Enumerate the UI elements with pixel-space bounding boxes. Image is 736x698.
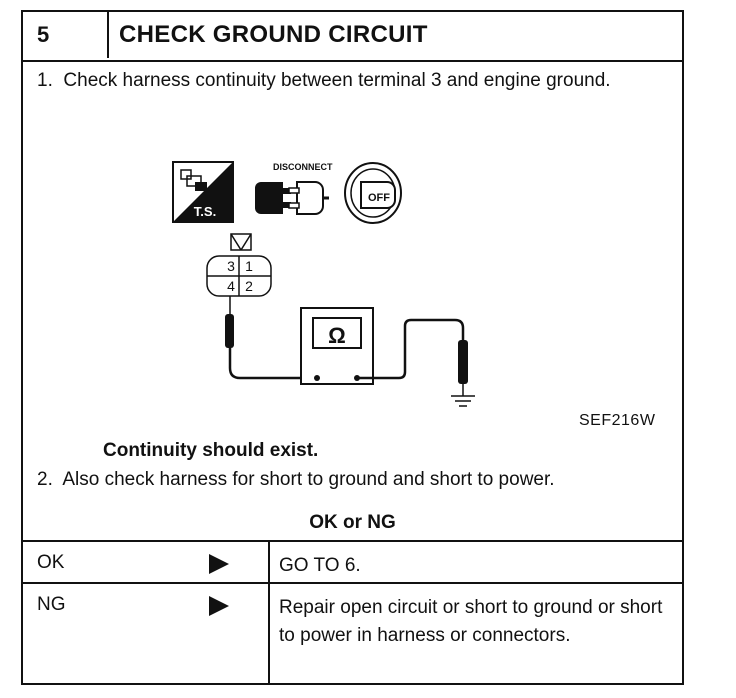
figure-reference: SEF216W: [579, 412, 656, 429]
arrow-right-icon: [209, 554, 229, 574]
step-1-number: 1.: [37, 70, 53, 91]
ohm-symbol: Ω: [328, 323, 346, 348]
connector: [207, 234, 271, 296]
decision-table: [23, 540, 682, 687]
probe-left: [225, 296, 306, 378]
off-label: OFF: [368, 192, 390, 204]
step-2-number: 2.: [37, 469, 53, 490]
step-2-text: Also check harness for short to ground and short to power.: [62, 469, 555, 490]
action-ok: GO TO 6.: [279, 555, 361, 576]
test-diagram: [23, 12, 683, 442]
action-ng: Repair open circuit or short to ground or short to power in harness or connectors.: [279, 597, 663, 646]
terminal-4: 4: [227, 278, 235, 294]
disconnect-label: DISCONNECT: [273, 162, 333, 172]
ohmmeter: [301, 308, 373, 384]
ground-icon: [451, 396, 475, 406]
ts-icon: [173, 162, 233, 222]
continuity-result: Continuity should exist.: [103, 440, 319, 461]
column-divider: [268, 584, 270, 685]
decision-label: OK or NG: [309, 512, 396, 533]
ts-label: T.S.: [193, 204, 217, 219]
result-ng: NG: [37, 594, 66, 615]
terminal-2: 2: [245, 278, 253, 294]
step-2: [37, 465, 677, 495]
column-divider: [268, 542, 270, 582]
table-row: [23, 584, 682, 685]
table-row: [23, 542, 682, 584]
result-ok: OK: [37, 552, 65, 573]
disconnect-icon: [255, 162, 333, 214]
step-number: 5: [23, 12, 109, 58]
step-title: CHECK GROUND CIRCUIT: [119, 21, 428, 48]
ignition-off-icon: [345, 163, 401, 223]
procedure-box: [21, 10, 684, 685]
terminal-1: 1: [245, 258, 253, 274]
step-1-text: Check harness continuity between terminal 3 and engine ground.: [63, 70, 611, 91]
terminal-3: 3: [227, 258, 235, 274]
arrow-right-icon: [209, 596, 229, 616]
